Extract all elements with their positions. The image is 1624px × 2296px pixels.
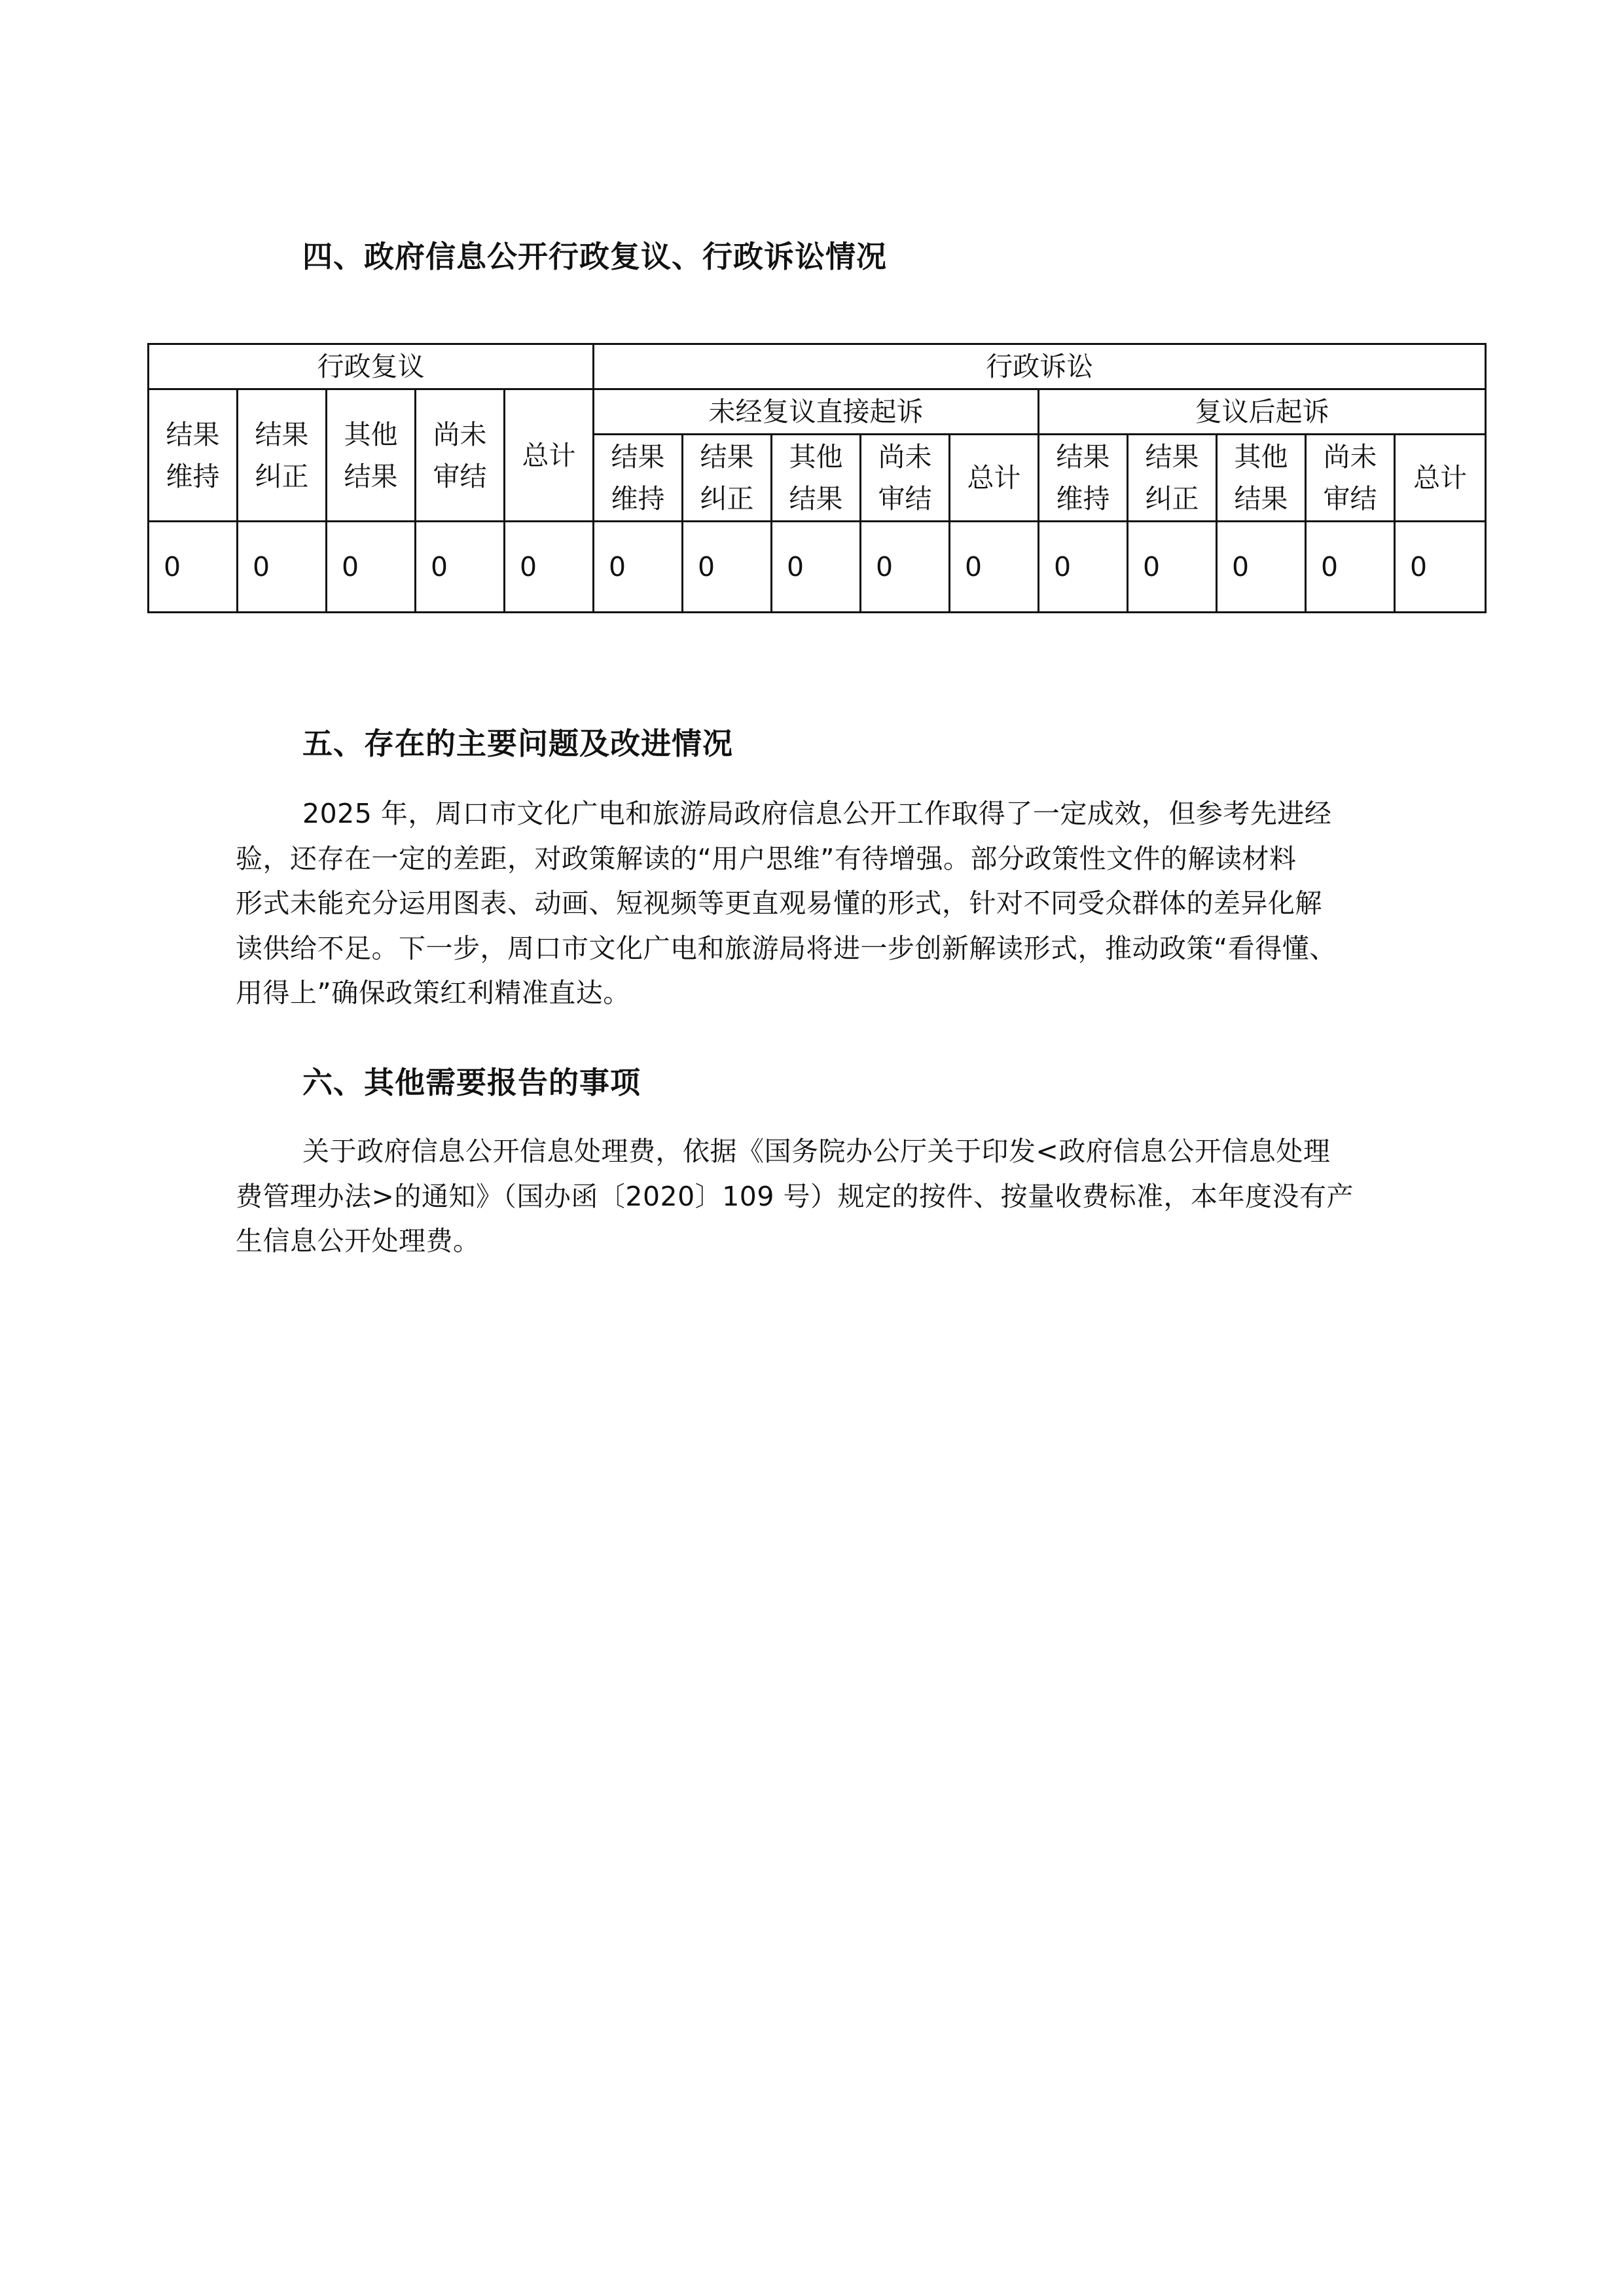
value-cell: 0 (1306, 522, 1395, 613)
value-cell: 0 (1217, 522, 1306, 613)
paragraph-line: 读供给不足。下一步，周口市文化广电和旅游局将进一步创新解读形式，推动政策“看得懂、 (236, 932, 1337, 964)
col-review-total: 总计 (505, 389, 594, 522)
value-cell: 0 (950, 522, 1039, 613)
paragraph-line: 费管理办法>的通知》（国办函〔2020〕109 号）规定的按件、按量收费标准，本年度没有产 (236, 1180, 1354, 1212)
col-review-corrected: 结果 纠正 (238, 389, 327, 522)
col-after-corrected: 结果 纠正 (1128, 435, 1217, 522)
col-review-maintained: 结果 维持 (149, 389, 238, 522)
section-4-heading: 四、政府信息公开行政复议、行政诉讼情况 (302, 239, 887, 274)
value-cell: 0 (772, 522, 861, 613)
col-direct-maintained: 结果 维持 (594, 435, 683, 522)
value-cell: 0 (683, 522, 772, 613)
value-cell: 0 (327, 522, 416, 613)
value-cell: 0 (1128, 522, 1217, 613)
col-direct-corrected: 结果 纠正 (683, 435, 772, 522)
value-cell: 0 (416, 522, 505, 613)
paragraph-line: 验，还存在一定的差距，对政策解读的“用户思维”有待增强。部分政策性文件的解读材料 (236, 842, 1297, 874)
header-suit-after-review: 复议后起诉 (1039, 389, 1486, 435)
section-5-paragraph (236, 791, 1407, 1016)
value-cell: 0 (861, 522, 950, 613)
col-after-other: 其他 结果 (1217, 435, 1306, 522)
header-direct-suit: 未经复议直接起诉 (594, 389, 1039, 435)
col-after-maintained: 结果 维持 (1039, 435, 1128, 522)
paragraph-line: 用得上”确保政策红利精准直达。 (236, 977, 630, 1009)
paragraph-line: 关于政府信息公开信息处理费，依据《国务院办公厅关于印发<政府信息公开信息处理 (302, 1136, 1331, 1167)
col-after-total: 总计 (1395, 435, 1486, 522)
review-litigation-table (147, 343, 1487, 613)
col-direct-other: 其他 结果 (772, 435, 861, 522)
value-cell: 0 (238, 522, 327, 613)
header-admin-review: 行政复议 (149, 344, 594, 389)
value-cell: 0 (594, 522, 683, 613)
header-admin-litigation: 行政诉讼 (594, 344, 1486, 389)
paragraph-line: 生信息公开处理费。 (236, 1225, 480, 1257)
value-cell: 0 (1395, 522, 1486, 613)
paragraph-line: 2025 年，周口市文化广电和旅游局政府信息公开工作取得了一定成效，但参考先进经 (302, 798, 1332, 829)
value-cell: 0 (1039, 522, 1128, 613)
col-direct-total: 总计 (950, 435, 1039, 522)
value-cell: 0 (505, 522, 594, 613)
col-after-pending: 尚未 审结 (1306, 435, 1395, 522)
section-6-heading: 六、其他需要报告的事项 (302, 1065, 641, 1100)
value-cell: 0 (149, 522, 238, 613)
col-review-pending: 尚未 审结 (416, 389, 505, 522)
section-6-paragraph (236, 1129, 1407, 1264)
col-direct-pending: 尚未 审结 (861, 435, 950, 522)
paragraph-line: 形式未能充分运用图表、动画、短视频等更直观易懂的形式，针对不同受众群体的差异化解 (236, 888, 1322, 919)
col-review-other: 其他 结果 (327, 389, 416, 522)
section-5-heading: 五、存在的主要问题及改进情况 (302, 726, 733, 761)
